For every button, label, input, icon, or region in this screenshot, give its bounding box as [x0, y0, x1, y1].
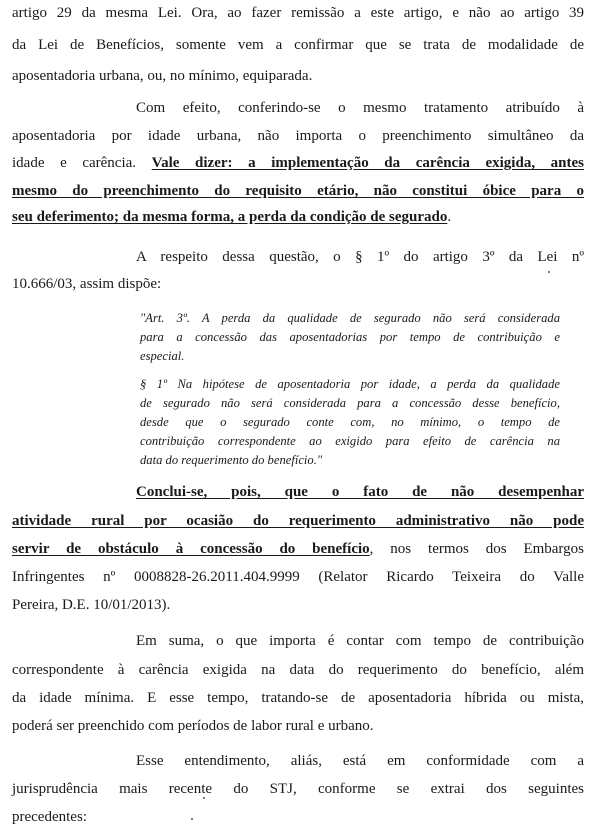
paragraph-4-line-1 [136, 483, 584, 502]
scan-speck [548, 271, 550, 273]
paragraph-5-line-1: Em suma, o que importa é contar com tempo de contribuição [136, 633, 584, 649]
paragraph-2-line-1: Com efeito, conferindo-se o mesmo tratamento atribuído à [136, 100, 584, 116]
paragraph-3-line-2: 10.666/03, assim dispõe: [12, 276, 162, 292]
paragraph-2-line-2: aposentadoria por idade urbana, não importa o preenchimento simultâneo da [12, 128, 584, 144]
paragraph-4-line-5: Pereira, D.E. 10/01/2013). [12, 597, 171, 613]
quote-art-line-3: especial. [140, 349, 185, 363]
paragraph-1-line-3: aposentadoria urbana, ou, no mínimo, equiparada. [12, 68, 313, 84]
paragraph-2-line-3 [12, 154, 584, 173]
quote-paragraph-line-3: desde que o segurado conte com, no mínimo, o tempo de [140, 415, 560, 429]
paragraph-1-line-1: artigo 29 da mesma Lei. Ora, ao fazer remissão a este artigo, e não ao artigo 39 [12, 5, 584, 21]
scan-speck [203, 797, 205, 799]
paragraph-4-line-3 [12, 540, 584, 559]
paragraph-6-line-1: Esse entendimento, aliás, está em conformidade com a [136, 753, 584, 769]
paragraph-2-emphasis-2: mesmo do preenchimento do requisito etário, não constitui óbice para o [12, 183, 584, 199]
paragraph-5-line-2: correspondente à carência exigida na data do requerimento do benefício, além [12, 662, 584, 678]
paragraph-4-line-4: Infringentes nº 0008828-26.2011.404.9999 (Relator Ricardo Teixeira do Valle [12, 569, 584, 585]
quote-art-line-2: para a concessão das aposentadorias por tempo de contribuição e [140, 330, 560, 344]
scan-speck [191, 818, 193, 820]
paragraph-2-emphasis-1: Vale dizer: a implementação da carência exigida, antes [151, 155, 585, 171]
quote-paragraph-line-4: contribuição correspondente ao exigido para efeito de carência na [140, 434, 560, 448]
paragraph-2-line-5 [12, 208, 584, 227]
quote-paragraph-line-2: de segurado não será considerada para a concessão desse benefício, [140, 396, 560, 410]
paragraph-4-line-2 [12, 512, 584, 531]
paragraph-5-line-3: da idade mínima. E esse tempo, tratando-se de aposentadoria híbrida ou mista, [12, 690, 584, 706]
paragraph-4-line-3-plain: , nos termos dos Embargos [369, 541, 584, 557]
quote-paragraph-line-1: § 1º Na hipótese de aposentadoria por idade, a perda da qualidade [140, 377, 560, 391]
paragraph-2-line-3-plain: idade e carência. [12, 155, 152, 171]
paragraph-2-line-5-end: . [447, 209, 452, 225]
quote-paragraph-line-5: data do requerimento do benefício." [140, 453, 323, 467]
paragraph-4-emphasis-1: Conclui-se, pois, que o fato de não desempenhar [136, 484, 584, 500]
paragraph-4-emphasis-2: atividade rural por ocasião do requerimento administrativo não pode [12, 513, 584, 529]
paragraph-4-emphasis-3: servir de obstáculo à concessão do benefício [12, 541, 370, 557]
paragraph-3-line-1: A respeito dessa questão, o § 1º do artigo 3º da Lei nº [136, 249, 584, 265]
paragraph-1-line-2: da Lei de Benefícios, somente vem a confirmar que se trata de modalidade de [12, 37, 584, 53]
paragraph-2-line-4 [12, 182, 584, 201]
quote-art-line-1: "Art. 3º. A perda da qualidade de segurado não será considerada [140, 311, 560, 325]
paragraph-6-line-2: jurisprudência mais recente do STJ, conforme se extrai dos seguintes [12, 781, 584, 797]
paragraph-5-line-4: poderá ser preenchido com períodos de labor rural e urbano. [12, 718, 374, 734]
paragraph-6-line-3: precedentes: [12, 809, 87, 825]
paragraph-2-emphasis-3: seu deferimento; da mesma forma, a perda da condição de segurado [12, 209, 448, 225]
